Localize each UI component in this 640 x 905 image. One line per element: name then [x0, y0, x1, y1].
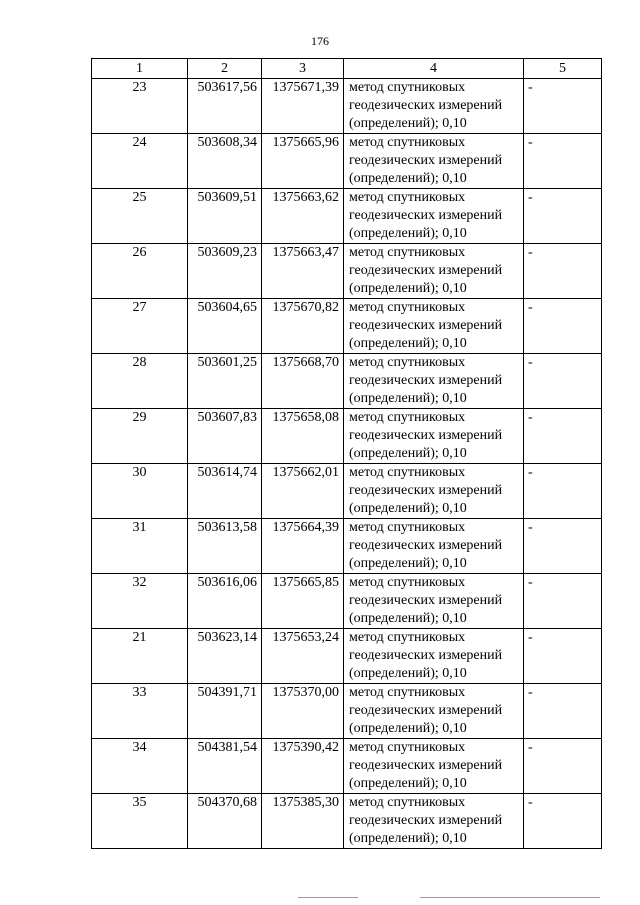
table-body	[92, 79, 602, 849]
note-cell: -	[524, 299, 602, 354]
method-cell: метод спутниковых геодезических измерений (определений); 0,10	[344, 244, 524, 299]
method-cell: метод спутниковых геодезических измерений (определений); 0,10	[344, 794, 524, 849]
table-row	[92, 354, 602, 409]
note-cell: -	[524, 629, 602, 684]
column-header: 2	[188, 59, 262, 79]
table-row	[92, 409, 602, 464]
table-row	[92, 79, 602, 134]
column-header: 4	[344, 59, 524, 79]
method-cell: метод спутниковых геодезических измерений (определений); 0,10	[344, 684, 524, 739]
coordinate-y-cell: 1375385,30	[262, 794, 344, 849]
note-cell: -	[524, 739, 602, 794]
coordinate-x-cell: 503609,51	[188, 189, 262, 244]
note-cell: -	[524, 79, 602, 134]
point-number-cell: 32	[92, 574, 188, 629]
table-row	[92, 464, 602, 519]
point-number-cell: 25	[92, 189, 188, 244]
coordinate-y-cell: 1375668,70	[262, 354, 344, 409]
coordinate-x-cell: 504370,68	[188, 794, 262, 849]
method-cell: метод спутниковых геодезических измерений (определений); 0,10	[344, 464, 524, 519]
coordinate-y-cell: 1375671,39	[262, 79, 344, 134]
note-cell: -	[524, 244, 602, 299]
scan-artifact	[298, 897, 358, 898]
coordinates-table	[91, 58, 602, 849]
method-cell: метод спутниковых геодезических измерений (определений); 0,10	[344, 409, 524, 464]
note-cell: -	[524, 409, 602, 464]
coordinate-x-cell: 503607,83	[188, 409, 262, 464]
coordinate-x-cell: 503604,65	[188, 299, 262, 354]
point-number-cell: 28	[92, 354, 188, 409]
coordinate-y-cell: 1375658,08	[262, 409, 344, 464]
table-row	[92, 739, 602, 794]
coordinate-y-cell: 1375653,24	[262, 629, 344, 684]
page-number: 176	[311, 34, 329, 48]
coordinate-x-cell: 503609,23	[188, 244, 262, 299]
coordinate-y-cell: 1375665,96	[262, 134, 344, 189]
coordinate-x-cell: 504391,71	[188, 684, 262, 739]
method-cell: метод спутниковых геодезических измерений (определений); 0,10	[344, 574, 524, 629]
point-number-cell: 34	[92, 739, 188, 794]
method-cell: метод спутниковых геодезических измерений (определений); 0,10	[344, 629, 524, 684]
method-cell: метод спутниковых геодезических измерений (определений); 0,10	[344, 299, 524, 354]
coordinate-x-cell: 503614,74	[188, 464, 262, 519]
column-header: 1	[92, 59, 188, 79]
coordinate-y-cell: 1375663,47	[262, 244, 344, 299]
coordinate-x-cell: 503623,14	[188, 629, 262, 684]
note-cell: -	[524, 189, 602, 244]
note-cell: -	[524, 574, 602, 629]
point-number-cell: 24	[92, 134, 188, 189]
point-number-cell: 35	[92, 794, 188, 849]
table-row	[92, 134, 602, 189]
table-row	[92, 519, 602, 574]
coordinate-y-cell: 1375390,42	[262, 739, 344, 794]
column-header: 3	[262, 59, 344, 79]
point-number-cell: 31	[92, 519, 188, 574]
table-row	[92, 684, 602, 739]
note-cell: -	[524, 354, 602, 409]
point-number-cell: 23	[92, 79, 188, 134]
coordinate-y-cell: 1375665,85	[262, 574, 344, 629]
point-number-cell: 30	[92, 464, 188, 519]
method-cell: метод спутниковых геодезических измерений (определений); 0,10	[344, 79, 524, 134]
note-cell: -	[524, 794, 602, 849]
coordinate-x-cell: 503616,06	[188, 574, 262, 629]
note-cell: -	[524, 684, 602, 739]
table-header-row	[92, 59, 602, 79]
scan-artifact	[420, 897, 600, 898]
coordinate-x-cell: 503613,58	[188, 519, 262, 574]
method-cell: метод спутниковых геодезических измерений (определений); 0,10	[344, 519, 524, 574]
method-cell: метод спутниковых геодезических измерений (определений); 0,10	[344, 189, 524, 244]
coordinate-y-cell: 1375664,39	[262, 519, 344, 574]
method-cell: метод спутниковых геодезических измерений (определений); 0,10	[344, 354, 524, 409]
coordinate-y-cell: 1375670,82	[262, 299, 344, 354]
coordinate-y-cell: 1375370,00	[262, 684, 344, 739]
point-number-cell: 33	[92, 684, 188, 739]
coordinate-y-cell: 1375663,62	[262, 189, 344, 244]
note-cell: -	[524, 464, 602, 519]
coordinate-x-cell: 503617,56	[188, 79, 262, 134]
note-cell: -	[524, 519, 602, 574]
table-row	[92, 244, 602, 299]
point-number-cell: 21	[92, 629, 188, 684]
table-row	[92, 574, 602, 629]
table-row	[92, 629, 602, 684]
point-number-cell: 27	[92, 299, 188, 354]
table-row	[92, 299, 602, 354]
point-number-cell: 26	[92, 244, 188, 299]
coordinate-x-cell: 504381,54	[188, 739, 262, 794]
column-header: 5	[524, 59, 602, 79]
point-number-cell: 29	[92, 409, 188, 464]
method-cell: метод спутниковых геодезических измерений (определений); 0,10	[344, 739, 524, 794]
table-row	[92, 794, 602, 849]
coordinate-x-cell: 503608,34	[188, 134, 262, 189]
coordinate-y-cell: 1375662,01	[262, 464, 344, 519]
method-cell: метод спутниковых геодезических измерений (определений); 0,10	[344, 134, 524, 189]
note-cell: -	[524, 134, 602, 189]
table-row	[92, 189, 602, 244]
coordinate-x-cell: 503601,25	[188, 354, 262, 409]
